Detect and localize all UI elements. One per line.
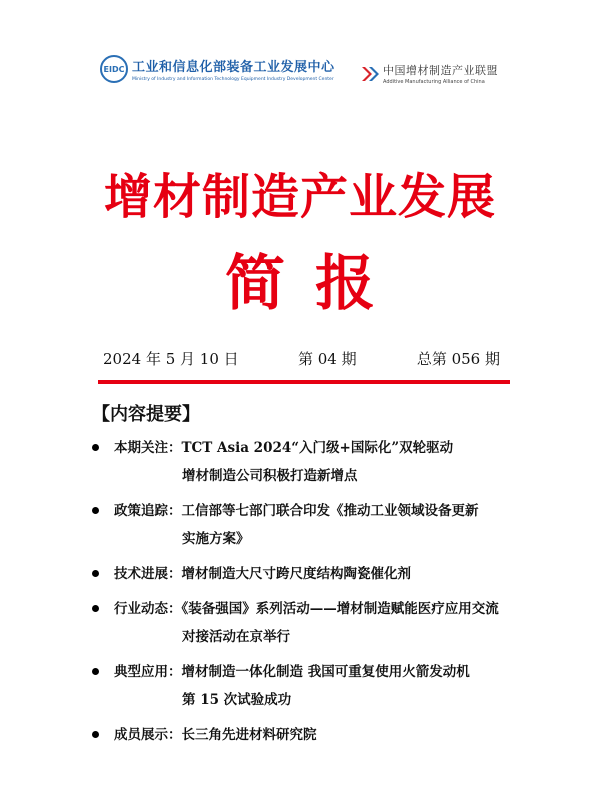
toc-item-continuation: 第 15 次试验成功: [182, 692, 292, 708]
list-item: [92, 601, 522, 645]
issue-date: 2024 年 5 月 10 日: [103, 350, 239, 368]
toc-heading: 【内容提要】: [92, 404, 200, 425]
amac-logo: [360, 62, 498, 85]
toc-item-line: 政策追踪：工信部等七部门联合印发《推动工业领域设备更新: [114, 503, 479, 519]
toc-item-line: 典型应用：增材制造一体化制造 我国可重复使用火箭发动机: [114, 664, 470, 680]
page-title: 增材制造产业发展: [103, 169, 496, 225]
list-item: [92, 503, 522, 547]
eidc-emblem-icon: EIDC: [100, 55, 128, 83]
amac-chevron-icon: [360, 64, 380, 84]
list-item: [92, 664, 522, 708]
issue-total: 总第 056 期: [416, 350, 500, 368]
bullet-icon: [92, 668, 99, 675]
bullet-icon: [92, 507, 99, 514]
bullet-icon: [92, 444, 99, 451]
bullet-icon: [92, 570, 99, 577]
list-item: [92, 566, 522, 582]
red-divider: [98, 380, 510, 384]
amac-name-en: Additive Manufacturing Alliance of China: [383, 79, 485, 85]
issue-number: 第 04 期: [298, 350, 357, 368]
toc-item-line: 技术进展：增材制造大尺寸跨尺度结构陶瓷催化剂: [114, 566, 411, 582]
amac-name-cn: 中国增材制造产业联盟: [383, 64, 498, 77]
toc-item-line: 成员展示：长三角先进材料研究院: [114, 727, 317, 743]
toc-item-continuation: 实施方案》: [182, 531, 250, 547]
list-item: [92, 440, 522, 484]
page-subtitle: 简报: [225, 249, 405, 319]
toc-list: [92, 440, 522, 762]
toc-item-line: 本期关注：TCT Asia 2024“入门级+国际化”双轮驱动: [114, 440, 454, 456]
eidc-name-en: Ministry of Industry and Information Technology Equipment Industry Development Center: [132, 77, 334, 82]
list-item: [92, 727, 522, 743]
eidc-logo: [100, 55, 335, 83]
bullet-icon: [92, 731, 99, 738]
eidc-name-cn: 工业和信息化部装备工业发展中心: [132, 60, 335, 75]
toc-item-continuation: 增材制造公司积极打造新增点: [182, 468, 358, 484]
bullet-icon: [92, 605, 99, 612]
toc-item-line: 行业动态：《装备强国》系列活动——增材制造赋能医疗应用交流: [114, 601, 499, 617]
toc-item-continuation: 对接活动在京举行: [182, 629, 290, 645]
